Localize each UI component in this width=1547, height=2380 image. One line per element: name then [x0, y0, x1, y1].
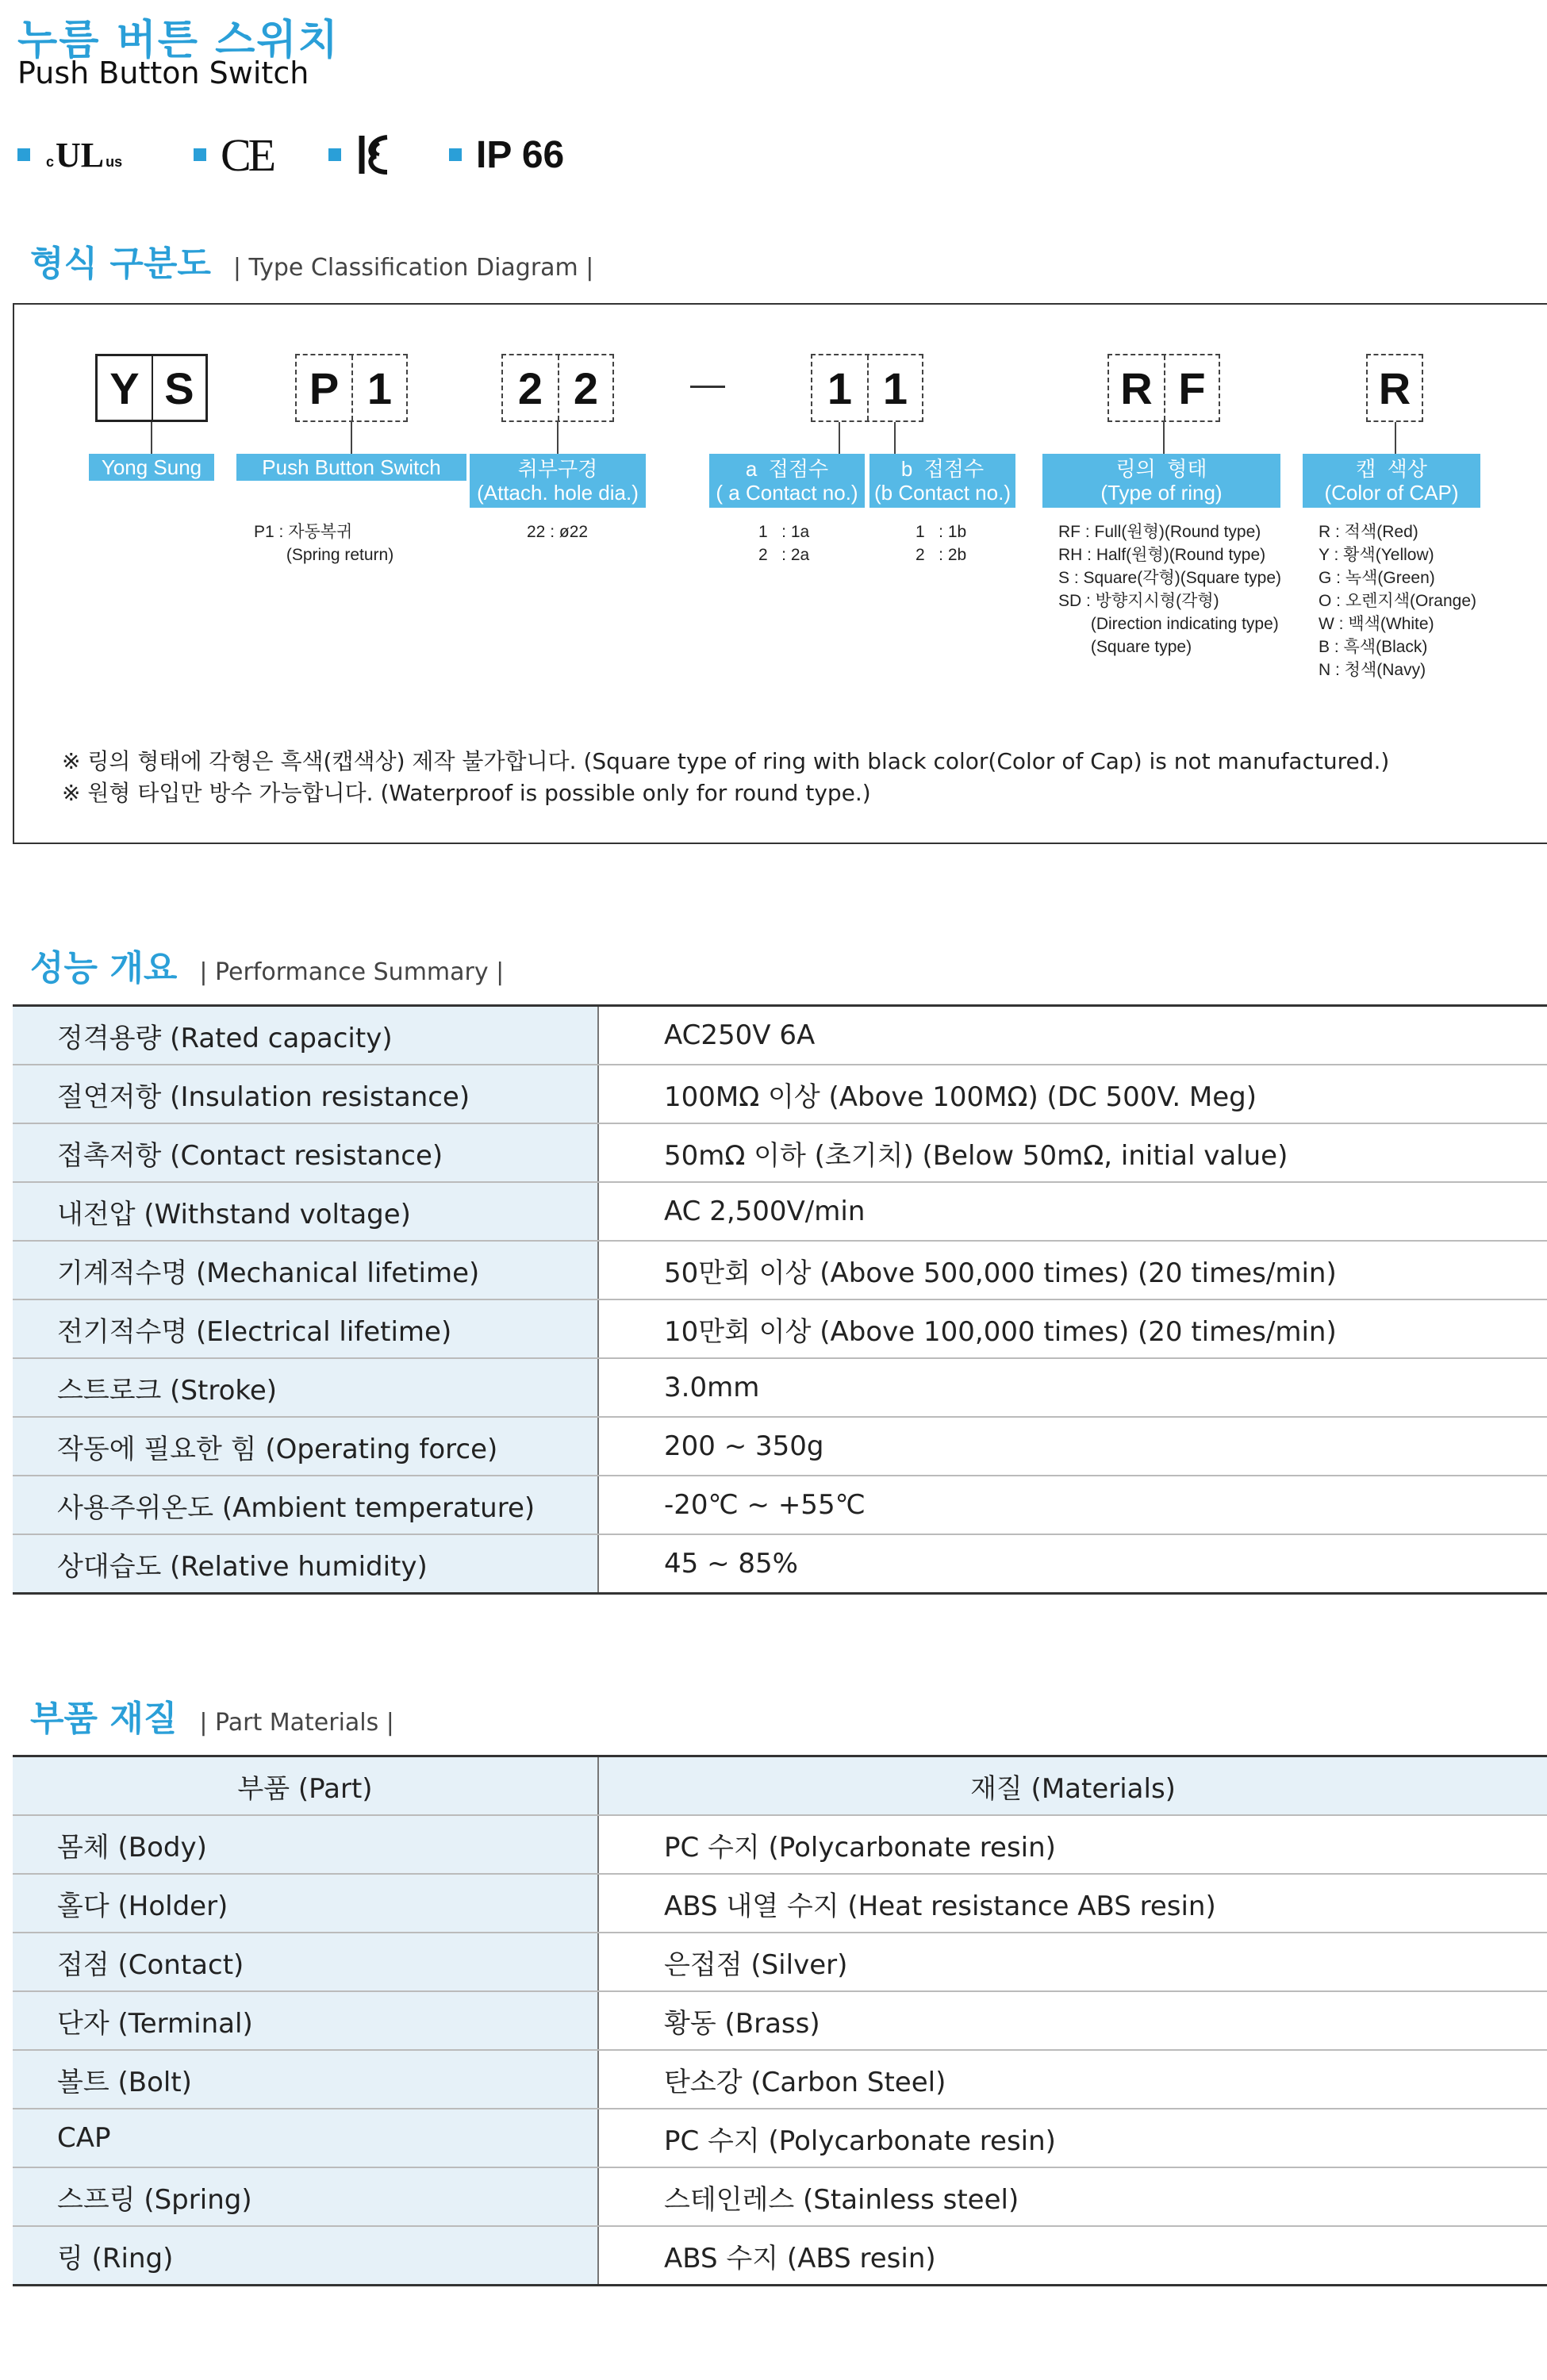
code-group-ys — [95, 354, 208, 422]
table-row — [13, 1065, 1547, 1123]
table-row — [13, 1534, 1547, 1594]
spec-label: 사용주위온도 (Ambient temperature) — [13, 1476, 598, 1534]
spec-value: 200 ~ 350g — [598, 1417, 1547, 1476]
part-name: 스프링 (Spring) — [13, 2167, 598, 2226]
desc-type-of-ring: RF : Full(원형)(Round type) RH : Half(원형)(Round type) S : Square(각형)(Square type) SD : 방향지시형(각형) (Direction indicating type) (Square type) — [1058, 523, 1282, 656]
materials-table — [13, 1755, 1547, 2286]
part-name: 몸체 (Body) — [13, 1815, 598, 1874]
connector-line — [151, 422, 152, 457]
table-row — [13, 1933, 1547, 1991]
table-row — [13, 1991, 1547, 2050]
code-group-contacts — [811, 354, 923, 422]
table-row — [13, 1182, 1547, 1241]
spec-value: AC 2,500V/min — [598, 1182, 1547, 1241]
desc-attach-hole: 22 : ø22 — [527, 523, 589, 541]
part-material: 탄소강 (Carbon Steel) — [598, 2050, 1547, 2109]
code-char: 1 — [867, 355, 922, 420]
section-title-ko: 성능 개요 — [30, 948, 178, 988]
code-char: 2 — [517, 363, 543, 413]
column-header-part: 부품 (Part) — [13, 1756, 598, 1816]
part-material: PC 수지 (Polycarbonate resin) — [598, 2109, 1547, 2167]
code-char: R — [1378, 363, 1411, 413]
table-row — [13, 1815, 1547, 1874]
kc-certification — [328, 127, 392, 182]
label-push-button-switch — [236, 454, 466, 481]
section-title-ko: 형식 구분도 — [30, 244, 211, 284]
connector-line — [839, 422, 840, 457]
table-row — [13, 1476, 1547, 1534]
table-row — [13, 2226, 1547, 2286]
spec-label: 작동에 필요한 힘 (Operating force) — [13, 1417, 598, 1476]
label-text: 링의 형태 (Type of ring) — [1100, 457, 1223, 505]
table-row — [13, 1874, 1547, 1933]
part-material: ABS 내열 수지 (Heat resistance ABS resin) — [598, 1874, 1547, 1933]
spec-value: 45 ~ 85% — [598, 1534, 1547, 1594]
part-material: 은접점 (Silver) — [598, 1933, 1547, 1991]
spec-label: 전기적수명 (Electrical lifetime) — [13, 1299, 598, 1358]
code-group-cap — [1366, 354, 1423, 422]
ip66-rating — [449, 127, 564, 182]
table-row — [13, 1417, 1547, 1476]
part-material: 황동 (Brass) — [598, 1991, 1547, 2050]
spec-value: 50만회 이상 (Above 500,000 times) (20 times/min) — [598, 1241, 1547, 1299]
section-title-ko: 부품 재질 — [30, 1699, 178, 1739]
label-text: Push Button Switch — [262, 455, 441, 479]
certification-row — [17, 127, 969, 182]
code-char: P — [309, 363, 340, 413]
connector-line — [1395, 422, 1396, 457]
code-separator-dash — [690, 386, 725, 388]
part-name: 링 (Ring) — [13, 2226, 598, 2286]
ul-certification-icon: c UL us — [46, 135, 123, 175]
bullet-square-icon — [17, 148, 30, 161]
desc-color-of-cap: R : 적색(Red) Y : 황색(Yellow) G : 녹색(Green) O : 오렌지색(Orange) W : 백색(White) B : 흑색(Black) N : 청색(Navy) — [1319, 523, 1477, 679]
code-char: S — [152, 356, 205, 420]
label-attach-hole — [470, 454, 646, 508]
code-group-p1 — [295, 354, 408, 422]
spec-label: 상대습도 (Relative humidity) — [13, 1534, 598, 1594]
bullet-square-icon — [194, 148, 206, 161]
spec-value: AC250V 6A — [598, 1006, 1547, 1065]
spec-label: 스트로크 (Stroke) — [13, 1358, 598, 1417]
label-text: a 접점수 ( a Contact no.) — [716, 457, 858, 505]
ip-rating-text: IP 66 — [476, 133, 565, 176]
code-group-22 — [501, 354, 614, 422]
section-title-en: | Performance Summary | — [199, 958, 505, 986]
label-text: Yong Sung — [101, 455, 202, 479]
ce-mark-icon: CE — [221, 129, 274, 181]
connector-line — [1163, 422, 1165, 457]
connector-line — [894, 422, 896, 457]
label-text: 취부구경 (Attach. hole dia.) — [477, 457, 639, 505]
label-type-of-ring — [1042, 454, 1280, 508]
spec-label: 내전압 (Withstand voltage) — [13, 1182, 598, 1241]
spec-value: 3.0mm — [598, 1358, 1547, 1417]
part-name: 홀다 (Holder) — [13, 1874, 598, 1933]
table-row — [13, 1241, 1547, 1299]
desc-a-contact: 1 : 1a 2 : 2a — [758, 523, 810, 564]
connector-line — [351, 422, 352, 457]
spec-label: 정격용량 (Rated capacity) — [13, 1006, 598, 1065]
kc-mark-icon — [355, 132, 392, 177]
code-char: R — [1120, 363, 1153, 413]
code-char: 1 — [351, 355, 406, 420]
section-title-en: | Type Classification Diagram | — [232, 254, 594, 282]
table-row — [13, 1006, 1547, 1065]
part-material: 스테인레스 (Stainless steel) — [598, 2167, 1547, 2226]
code-group-ring — [1107, 354, 1220, 422]
table-row — [13, 2109, 1547, 2167]
materials-heading — [30, 1690, 394, 1741]
part-name: CAP — [13, 2109, 598, 2167]
code-char: 2 — [558, 355, 612, 420]
spec-value: 50mΩ 이하 (초기치) (Below 50mΩ, initial value) — [598, 1123, 1547, 1182]
part-name: 볼트 (Bolt) — [13, 2050, 598, 2109]
page-title-english: Push Button Switch — [17, 56, 309, 90]
spec-value: -20℃ ~ +55℃ — [598, 1476, 1547, 1534]
bullet-square-icon — [449, 148, 462, 161]
spec-value: 100MΩ 이상 (Above 100MΩ) (DC 500V. Meg) — [598, 1065, 1547, 1123]
performance-heading — [30, 939, 504, 990]
desc-b-contact: 1 : 1b 2 : 2b — [916, 523, 967, 564]
ul-certification — [17, 127, 124, 182]
code-char: F — [1164, 355, 1219, 420]
type-classification-heading — [30, 235, 593, 286]
connector-line — [557, 422, 559, 457]
note-waterproof: ※ 원형 타입만 방수 가능합니다. (Waterproof is possible only for round type.) — [62, 780, 871, 806]
label-a-contact — [709, 454, 865, 508]
part-name: 단자 (Terminal) — [13, 1991, 598, 2050]
performance-table — [13, 1004, 1547, 1595]
part-material: ABS 수지 (ABS resin) — [598, 2226, 1547, 2286]
code-char: 1 — [827, 363, 853, 413]
label-text: 캡 색상 (Color of CAP) — [1324, 457, 1459, 505]
bullet-square-icon — [328, 148, 341, 161]
table-row — [13, 1123, 1547, 1182]
table-row — [13, 1358, 1547, 1417]
spec-label: 기계적수명 (Mechanical lifetime) — [13, 1241, 598, 1299]
spec-label: 절연저항 (Insulation resistance) — [13, 1065, 598, 1123]
part-material: PC 수지 (Polycarbonate resin) — [598, 1815, 1547, 1874]
label-color-of-cap — [1303, 454, 1480, 508]
part-name: 접점 (Contact) — [13, 1933, 598, 1991]
table-row — [13, 1299, 1547, 1358]
column-header-material: 재질 (Materials) — [598, 1756, 1547, 1816]
type-classification-diagram — [13, 303, 1547, 844]
spec-value: 10만회 이상 (Above 100,000 times) (20 times/min) — [598, 1299, 1547, 1358]
page-title-korean: 누름 버튼 스위치 — [17, 17, 340, 64]
desc-push-button-switch: P1 : 자동복귀 (Spring return) — [254, 523, 394, 564]
label-yong-sung — [89, 454, 214, 481]
section-title-en: | Part Materials | — [199, 1709, 394, 1737]
table-row — [13, 2050, 1547, 2109]
spec-label: 접촉저항 (Contact resistance) — [13, 1123, 598, 1182]
ce-certification — [194, 127, 273, 182]
label-text: b 접점수 (b Contact no.) — [874, 457, 1011, 505]
table-row — [13, 2167, 1547, 2226]
note-square-ring: ※ 링의 형태에 각형은 흑색(캡색상) 제작 불가합니다. (Square type of ring with black color(Color of Cap) is not manufactured.) — [62, 748, 1390, 774]
table-header-row — [13, 1756, 1547, 1816]
label-b-contact — [869, 454, 1015, 508]
code-char: Y — [109, 363, 140, 413]
